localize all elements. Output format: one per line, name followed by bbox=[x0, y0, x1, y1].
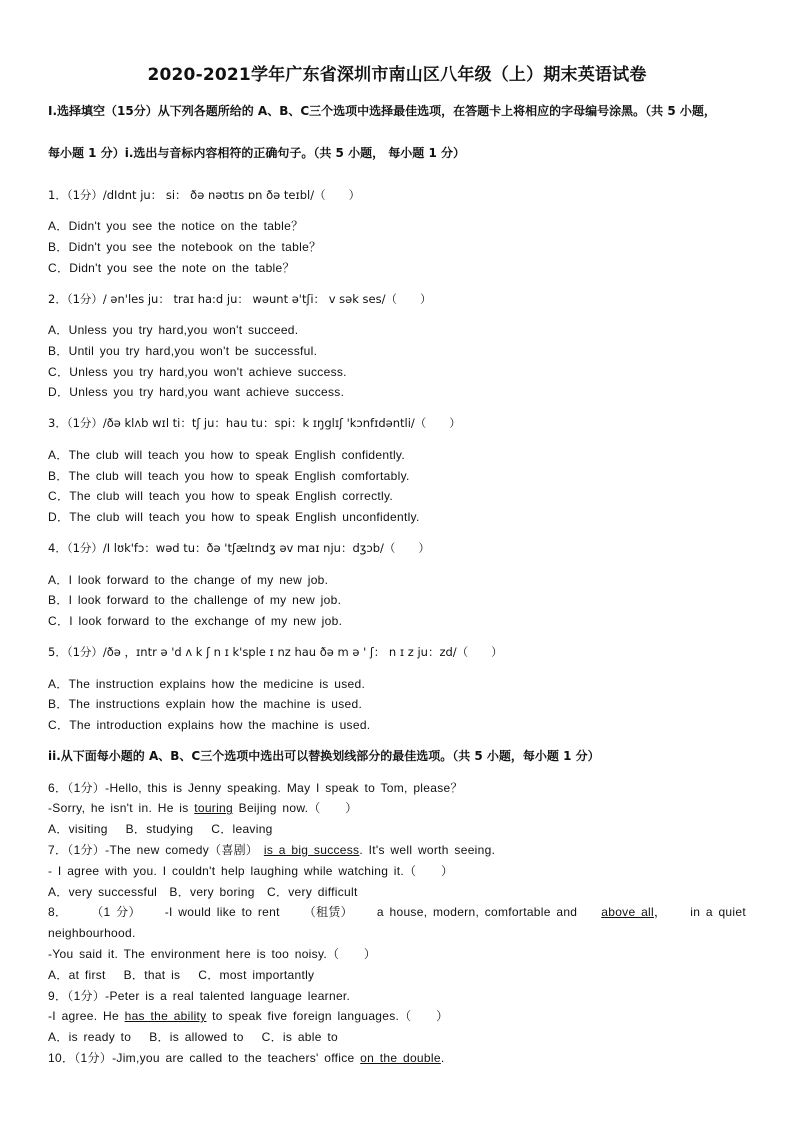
question-8-options[interactable]: A．at first B．that is C．most importantly bbox=[48, 968, 315, 982]
question-10-line1 bbox=[48, 1051, 444, 1065]
question-7-text-before: 7．（1分）-The new comedy（喜剧） bbox=[48, 843, 264, 857]
exam-title: 2020-2021学年广东省深圳市南山区八年级（上）期末英语试卷 bbox=[147, 65, 647, 85]
question-1-option-b[interactable]: B．Didn't you see the notebook on the table？ bbox=[48, 240, 322, 254]
question-8-gloss: （租赁） bbox=[303, 905, 353, 919]
question-10-text-after: . bbox=[440, 1051, 445, 1065]
question-8-line1 bbox=[48, 905, 746, 919]
question-7-options[interactable]: A．very successful B．very boring C．very difficult bbox=[48, 885, 358, 899]
question-8-number: 8． bbox=[48, 905, 68, 919]
question-7-underlined: is a big success bbox=[263, 843, 360, 857]
question-8-text-a: -I would like to rent bbox=[164, 905, 280, 919]
question-3-option-d[interactable]: D．The club will teach you how to speak English unconfidently. bbox=[48, 510, 420, 524]
question-2-option-c[interactable]: C．Unless you try hard,you won't achieve success. bbox=[48, 365, 347, 379]
question-9-text-before: -I agree. He bbox=[48, 1009, 125, 1023]
question-8-text-c: in a quiet bbox=[690, 905, 746, 919]
question-10-underlined: on the double bbox=[360, 1051, 441, 1065]
question-6-text-after: Beijing now.（ ） bbox=[233, 801, 358, 815]
question-6-line2 bbox=[48, 801, 358, 815]
question-9-text-after: to speak five foreign languages.（ ） bbox=[206, 1009, 449, 1023]
section1-instruction-line1: I.选择填空（15分）从下列各题所给的 A、B、C三个选项中选择最佳选项，在答题卡上将相应的字母编号涂黑。（共 5 小题， bbox=[48, 104, 716, 118]
question-4-option-c[interactable]: C．I look forward to the exchange of my new job. bbox=[48, 614, 343, 628]
question-3-option-b[interactable]: B．The club will teach you how to speak English comfortably. bbox=[48, 469, 410, 483]
question-3-option-a[interactable]: A．The club will teach you how to speak English confidently. bbox=[48, 448, 405, 462]
section1-instruction-line2: 每小题 1 分）i.选出与音标内容相符的正确句子。（共 5 小题， 每小题 1 分） bbox=[48, 146, 465, 160]
question-4-option-b[interactable]: B．I look forward to the challenge of my new job. bbox=[48, 593, 342, 607]
question-1-stem: 1．（1分）/dIdnt ju： si： ðə nəʊtɪs ɒn ðə teɪbl/（ ） bbox=[48, 188, 361, 202]
question-6-options[interactable]: A．visiting B．studying C．leaving bbox=[48, 822, 273, 836]
question-4-stem: 4．（1分）/I lʊk'fɔ：wəd tu：ðə 'tʃælɪndʒ əv maɪ nju：dʒɔb/（ ） bbox=[48, 541, 430, 555]
question-5-option-a[interactable]: A．The instruction explains how the medicine is used. bbox=[48, 677, 366, 691]
question-9-line1: 9．（1分）-Peter is a real talented language learner. bbox=[48, 989, 351, 1003]
question-8-text-b: a house, modern, comfortable and bbox=[376, 905, 578, 919]
question-5-stem: 5．（1分）/ðə ，ɪntr ə 'd ʌ k ʃ n ɪ k'sple ɪ nz hau ðə m ə ' ʃ： n ɪ z ju：zd/（ ） bbox=[48, 645, 503, 659]
question-6-text-before: -Sorry, he isn't in. He is bbox=[48, 801, 195, 815]
question-4-option-a[interactable]: A．I look forward to the change of my new job. bbox=[48, 573, 329, 587]
question-3-option-c[interactable]: C．The club will teach you how to speak English correctly. bbox=[48, 489, 394, 503]
question-2-stem: 2．（1分）/ ən'les ju： traɪ ha:d ju： wəunt ə'tʃi： v sək ses/（ ） bbox=[48, 292, 432, 306]
question-1-option-a[interactable]: A．Didn't you see the notice on the table？ bbox=[48, 219, 304, 233]
question-9-options[interactable]: A．is ready to B．is allowed to C．is able to bbox=[48, 1030, 338, 1044]
question-2-option-d[interactable]: D．Unless you try hard,you want achieve success. bbox=[48, 385, 345, 399]
question-5-option-c[interactable]: C．The introduction explains how the machine is used. bbox=[48, 718, 371, 732]
question-6-underlined: touring bbox=[194, 801, 234, 815]
question-9-line2 bbox=[48, 1009, 448, 1023]
question-2-option-a[interactable]: A．Unless you try hard,you won't succeed. bbox=[48, 323, 299, 337]
section2-instruction: ii.从下面每小题的 A、B、C三个选项中选出可以替换划线部分的最佳选项。（共 5 小题，每小题 1 分） bbox=[48, 749, 600, 763]
question-5-option-b[interactable]: B．The instructions explain how the machine is used. bbox=[48, 697, 363, 711]
question-8-comma: ， bbox=[654, 905, 667, 919]
question-7-line2: - I agree with you. I couldn't help laughing while watching it.（ ） bbox=[48, 864, 454, 878]
question-2-option-b[interactable]: B．Until you try hard,you won't be successful. bbox=[48, 344, 318, 358]
question-1-option-c[interactable]: C．Didn't you see the note on the table？ bbox=[48, 261, 295, 275]
question-8-underlined: above all bbox=[601, 905, 654, 919]
question-8-score: （1 分） bbox=[91, 905, 141, 919]
question-8-line2: neighbourhood. bbox=[48, 926, 136, 940]
question-8-line3: -You said it. The environment here is too noisy.（ ） bbox=[48, 947, 377, 961]
question-3-stem: 3．（1分）/ðə klʌb wɪl ti：tʃ ju：hau tu：spi：k ɪŋglɪʃ 'kɔnfɪdəntli/（ ） bbox=[48, 416, 461, 430]
question-7-line1 bbox=[48, 843, 495, 857]
question-7-text-after: . It's well worth seeing. bbox=[359, 843, 496, 857]
question-6-line1: 6．（1分）-Hello, this is Jenny speaking. May I speak to Tom, please？ bbox=[48, 781, 463, 795]
question-10-text-before: 10．（1分）-Jim,you are called to the teachers' office bbox=[48, 1051, 361, 1065]
question-9-underlined: has the ability bbox=[124, 1009, 207, 1023]
